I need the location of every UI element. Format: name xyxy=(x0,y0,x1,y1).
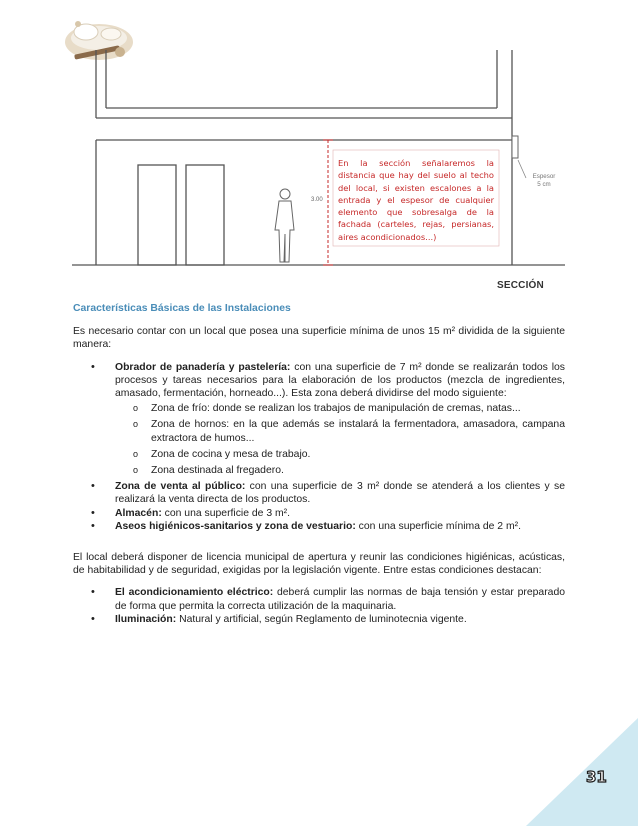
section-caption: SECCIÓN xyxy=(497,280,544,291)
intro-paragraph: Es necesario contar con un local que posea una superficie mínima de unos 15 m² dividida de la siguiente manera: xyxy=(73,326,565,351)
page-corner-decoration xyxy=(526,718,638,826)
list-item-title: Iluminación: xyxy=(115,613,177,625)
list-item xyxy=(73,480,565,506)
conditions-paragraph: El local deberá disponer de licencia municipal de apertura y reunir las condiciones higiénicas, acústicas, de habitabilidad y de seguridad, exigidas por la legislación vigente. Entre estas condiciones destacan: xyxy=(73,552,565,577)
sublist-item: o Zona de frío: donde se realizan los trabajos de manipulación de cremas, natas... xyxy=(115,402,565,415)
list-item xyxy=(73,507,565,520)
list-item xyxy=(73,613,565,626)
list-item-title: Aseos higiénicos-sanitarios y zona de vestuario: xyxy=(115,520,356,532)
document-body xyxy=(73,302,565,626)
list-item-text: con una superficie de 3 m² donde se atenderá a los clientes y se realizará la venta directa de los productos. xyxy=(115,481,565,506)
section-drawing xyxy=(0,0,638,300)
thickness-label xyxy=(527,173,561,189)
section-heading: Características Básicas de las Instalaciones xyxy=(73,303,291,314)
section-annotation: En la sección señalaremos la distancia que hay del suelo al techo del local, si existen escalones a la entrada y el espesor de cualquier elemento que sobresalga de la fachada (carteles, rejas, persianas, aires acondicionados...) xyxy=(338,158,494,242)
thickness-label-title: Espesor xyxy=(532,173,556,180)
person-silhouette xyxy=(275,189,294,262)
sublist-item: o Zona destinada al fregadero. xyxy=(115,464,565,477)
list-item-title: El acondicionamiento eléctrico: xyxy=(115,587,274,599)
space-distribution-list xyxy=(73,361,565,533)
conditions-list xyxy=(73,586,565,626)
list-item xyxy=(73,586,565,612)
thickness-label-value: 5 cm xyxy=(537,181,551,188)
sublist-item: o Zona de hornos: en la que además se instalará la fermentadora, amasadora, campana extractora de humos... xyxy=(115,418,565,444)
page-number: 31 xyxy=(586,768,607,786)
sublist-item: o Zona de cocina y mesa de trabajo. xyxy=(115,448,565,461)
list-item-title: Obrador de panadería y pastelería: xyxy=(115,361,291,373)
list-item xyxy=(73,520,565,533)
list-item-text: con una superficie de 3 m². xyxy=(161,507,291,519)
list-item-text: con una superficie de 7 m² donde se realizarán todos los procesos y tareas necesarios para la elaboración de los productos (mezcla de ingredientes, amasado, fermentación, horneado...). Esta zona deberá dividirse del modo siguiente: xyxy=(115,361,565,400)
height-dimension-label: 3.00 xyxy=(311,197,323,203)
list-item-text: deberá cumplir las normas de baja tensión y estar preparado de forma que permita la correcta utilización de la maquinaria. xyxy=(115,587,565,612)
list-item-title: Zona de venta al público: xyxy=(115,481,246,493)
list-item-text: con una superficie mínima de 2 m². xyxy=(355,520,521,532)
list-item xyxy=(73,361,565,478)
list-item-title: Almacén: xyxy=(115,507,162,519)
list-item-text: Natural y artificial, según Reglamento de luminotecnia vigente. xyxy=(176,613,467,625)
zone-sublist xyxy=(115,402,565,477)
